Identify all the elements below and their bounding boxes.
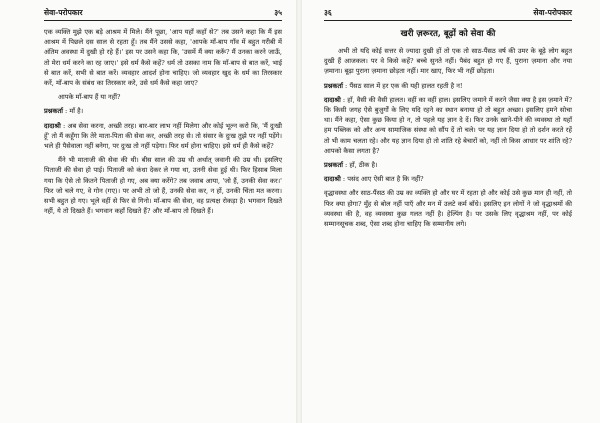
left-page-number: ३५ (274, 8, 282, 17)
section-title: खरी ज़रूरत, बूढ़ों को सेवा की (400, 29, 496, 39)
paragraph: वृद्धावस्था और साठ-पैंसठ की उम्र का व्यक्ति हो और घर में रहता हो और कोई उसे कुछ मान ही नहीं, तो फिर क्या होगा? मुँह से बोल नहीं पाएँ और मन में उलटे कर्म बाँधे। इसलिए इन लोगों ने जो वृद्धाश्रमों की व्यवस्था की है, वह व्यवस्था कुछ गलत नहीं है। हेल्पिंग है। पर उसके लिए वृद्धाश्रम नहीं, पर कोई सम्मानसूचक शब्द, ऐसा शब्द होना चाहिए कि सम्मानीय लगे। (324, 189, 572, 229)
dialogue-line: दादाश्री : हाँ, वैसी की वैसी हालत। वहीं का वहीं हाल। इसलिए जमाने में करने जैसा क्या है इस ज़माने में? कि किसी जगह ऐसे बुजुर्गों के लिए यदि रहने का स्थान बनाया हो तो बहुत अच्छा। इसलिए हमने सोचा था। मैंने कहा, ऐसा कुछ किया हो न, तो पहले यह ज्ञान दे दें। फिर उनके खाने-पीने की व्यवस्था तो यहाँ हम पब्लिक को और अन्य सामाजिक संस्था को सौंप दें तो चले। पर यह ज्ञान दिया हो तो दर्शन करते रहें तो भी काम चलता रहे। और यह ज्ञान दिया हो तो शांति रहे बेचारों को, नहीं तो किस आधार पर शांति रहे? आपको कैसा लगता है? (324, 95, 572, 155)
right-page-number: ३६ (324, 8, 332, 17)
right-page-body (324, 46, 572, 229)
paragraph: एक व्यक्ति मुझे एक बड़े आश्रम में मिले। मैंने पूछा, 'आप यहाँ कहाँ से?' तब उसने कहा कि मैं इस आश्रम में पिछले दस साल से रहता हूँ। तब मैंने उससे कहा, 'आपके माँ-बाप गाँव में बहुत गरीबी में अंतिम अवस्था में दुखी हो रहे हैं।' इस पर उसने कहा कि, 'उसमें मैं क्या करूँ? मैं उनका करने जाऊँ, तो मेरा धर्म करने का रह जाए।' इसे धर्म कैसे कहें? धर्म तो उसका नाम कि माँ-बाप से बात करें, भाई से बात करें, सभी से बात करें। व्यवहार आदर्श होना चाहिए। जो व्यवहार खुद के धर्म का तिरस्कार करें, माँ-बाप के संबंध का तिरस्कार करे, उसे धर्म कैसे कहा जाए? (44, 28, 282, 88)
left-page-header (44, 8, 282, 21)
speaker-label: दादाश्री (324, 95, 341, 104)
dialogue-line: प्रश्नकर्ता : हाँ, ठीक है। (324, 161, 378, 170)
left-page (0, 0, 290, 423)
right-page (300, 0, 590, 423)
speaker-label: दादाश्री (44, 121, 61, 130)
speaker-label: प्रश्नकर्ता (44, 107, 63, 116)
left-header-title: सेवा-परोपकार (44, 8, 83, 17)
left-page-body (44, 27, 282, 216)
dialogue-line: प्रश्नकर्ता : माँ है। (44, 107, 84, 116)
paragraph: मैंने भी माताजी की सेवा की थी। बीस साल की उम्र थी अर्थात् जवानी की उम्र थी। इसलिए पिताजी की सेवा हो पाई। पिताजी को कंधा देकर ले गया था, उतनी सेवा हुई थी। फिर हिसाब मिला गया कि ऐसे तो कितने पिताजी हो गए, अब क्या करेंगे? तब जवाब आया, 'जो हैं, उनकी सेवा कर।' फिर जो चले गए, वे गोन (गए)। पर अभी तो जो हैं, उनकी सेवा कर, न हों, उनकी चिंता मत करना। सभी बहुत हो गए। भूले वहीं से फिर से गिनो। माँ-बाप की सेवा, वह प्रत्यक्ष रोकड़ा है। भगवान दिखते नहीं, ये तो दिखते हैं। भगवान कहाँ दिखते हैं? और माँ-बाप तो दिखते हैं। (44, 156, 282, 216)
speaker-label: प्रश्नकर्ता (324, 161, 343, 170)
dialogue-line: दादाश्री : अब सेवा करना, अच्छी तरह। बार-बार लाभ नहीं मिलेगा और कोई भूल्न करो कि, 'मैं दुःखी हूँ' तो मैं कहूँगा कि तेरे माता-पिता की सेवा कर, अच्छी तरह से। तो संसार के दुःख तुझे पर नहीं पड़ेंगे। भले ही पैसेवाला नहीं बनेगा, पर दुःख तो नहीं पड़ेगा। फिर धर्म होना चाहिए। इसे धर्म ही कैसे कहें? (44, 121, 282, 151)
paragraph: अभी तो यदि कोई सत्तर से ज्यादा दुखी हों तो एक तो साठ-पैंसठ वर्ष की उमर के बूढ़े लोग बहुत दुखी हैं आजकल। पर वे किसे कहें? बच्चे सुनते नहीं। पैबंद बहुत हो गए हैं, पुराना ज़माना और नया ज़माना। बूढ़ा पुराना ज़माना छोड़ता नहीं। मार खाए, फिर भी नहीं छोड़ता। (324, 47, 572, 76)
right-header-title: सेवा-परोपकार (533, 8, 572, 17)
speaker-label: प्रश्नकर्ता (324, 81, 343, 90)
right-page-header (324, 8, 572, 21)
dialogue-line: दादाश्री : पसंद आए ऐसी बात है कि नहीं? (324, 175, 424, 184)
speaker-label: दादाश्री (324, 175, 341, 184)
dialogue-line: प्रश्नकर्ता : पैंसठ साल में हर एक की यही हालत रहती है न! (324, 81, 463, 90)
paragraph: आपके माँ-बाप हैं या नहीं? (58, 93, 121, 102)
